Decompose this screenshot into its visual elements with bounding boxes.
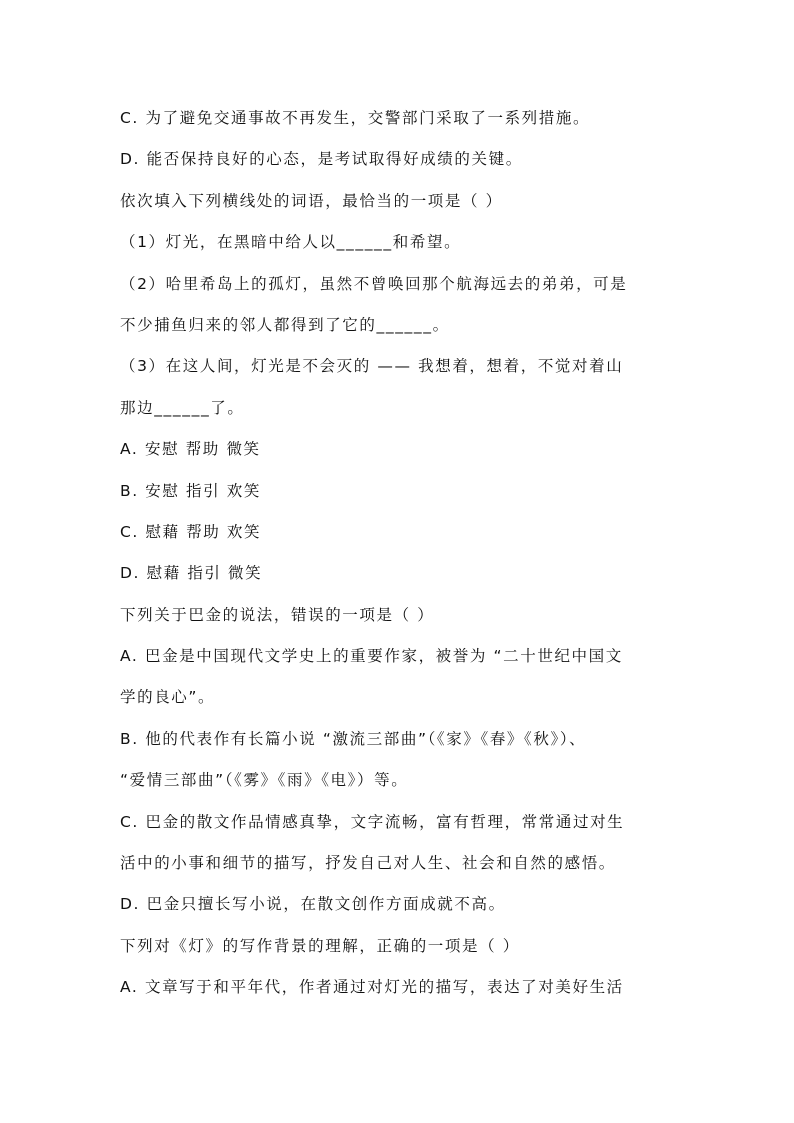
option-c-line: C. 为了避免交通事故不再发生，交警部门采取了一系列措施。 <box>120 109 591 127</box>
sentence-2-continued: 不少捕鱼归来的邻人都得到了它的______。 <box>120 315 450 334</box>
question-fill-blank: 依次填入下列横线处的词语，最恰当的一项是（ ） <box>120 191 503 210</box>
document-body <box>120 98 680 1009</box>
choice-c: C. 慰藉 帮助 欢笑 <box>120 522 262 541</box>
bajin-option-b: B. 他的代表作有长篇小说 “激流三部曲”（《家》《春》《秋》）、 <box>120 729 587 748</box>
bajin-option-b-continued: “爱情三部曲”（《雾》《雨》《电》）等。 <box>120 771 409 790</box>
bajin-option-c-continued: 活中的小事和细节的描写，抒发自己对人生、社会和自然的感悟。 <box>120 854 616 873</box>
choice-a: A. 安慰 帮助 微笑 <box>120 440 261 459</box>
choice-b: B. 安慰 指引 欢笑 <box>120 481 261 500</box>
question-bajin: 下列关于巴金的说法，错误的一项是（ ） <box>120 605 435 624</box>
option-d-line: D. 能否保持良好的心态，是考试取得好成绩的关键。 <box>120 150 523 169</box>
bajin-option-a-continued: 学的良心”。 <box>120 688 216 707</box>
sentence-2: （2）哈里希岛上的孤灯，虽然不曾唤回那个航海远去的弟弟，可是 <box>120 274 628 293</box>
bajin-option-a: A. 巴金是中国现代文学史上的重要作家，被誉为 “二十世纪中国文 <box>120 647 623 666</box>
sentence-3-continued: 那边______了。 <box>120 398 245 417</box>
choice-d: D. 慰藉 指引 微笑 <box>120 564 263 583</box>
question-background: 下列对《灯》的写作背景的理解，正确的一项是（ ） <box>120 936 520 955</box>
sentence-1: （1）灯光，在黑暗中给人以______和希望。 <box>120 233 462 252</box>
sentence-3: （3）在这人间，灯光是不会灭的 —— 我想着，想着，不觉对着山 <box>120 357 624 376</box>
background-option-a: A. 文章写于和平年代，作者通过对灯光的描写，表达了对美好生活 <box>120 978 624 997</box>
bajin-option-c: C. 巴金的散文作品情感真挚，文字流畅，富有哲理，常常通过对生 <box>120 812 625 831</box>
bajin-option-d: D. 巴金只擅长写小说，在散文创作方面成就不高。 <box>120 895 506 914</box>
